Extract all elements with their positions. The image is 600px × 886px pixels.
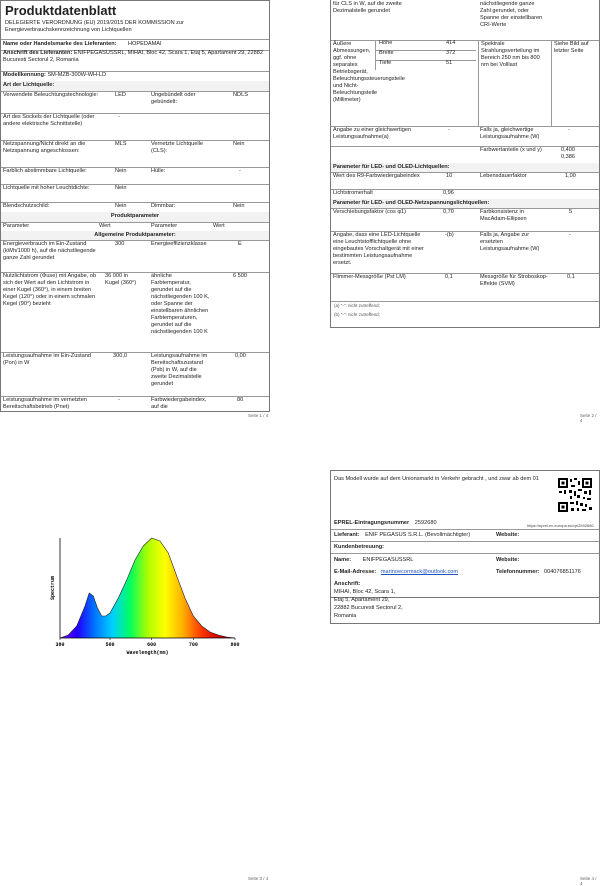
replace-label: Angabe, dass eine LED-Lichtquelle eine Leuchtstofflichtquelle ohne eingebautes Vorschaltgerät mit einer bestimmten Leistungsaufnahme ersetzt. — [333, 232, 424, 266]
param-label-1: Nutzlichtstrom (Φuse) mit Angabe, ob sich der Wert auf den Lichtstrom in einer Kugel (360°), in einem breiten Kegel (120°) oder in einem schmalen Kegel (90°) bezieht — [3, 273, 97, 307]
x-tick-label: 500 — [105, 642, 115, 648]
dim-name: Breite — [379, 50, 394, 56]
equiv-power-value: - — [568, 127, 570, 133]
cls-label: für CLS in W, auf die zweite Dezimalstelle gerundet — [333, 1, 402, 14]
page-number: Seite 2 / 4 — [580, 413, 597, 423]
page-1 — [0, 0, 270, 420]
param-label-2: Farbwiedergabeindex, auf die — [151, 397, 207, 410]
type-row — [1, 113, 269, 141]
type-row — [1, 167, 269, 185]
cos-label: Verschiebungsfaktor (cos φ1) — [333, 209, 406, 215]
address-label: Anschrift: — [334, 581, 361, 587]
brand-label: Name oder Handelsmarke des Lieferanten: — [3, 41, 117, 47]
param-row — [1, 396, 269, 412]
name-label: Name: — [334, 557, 352, 563]
page-number: Seite 1 / 4 — [248, 413, 269, 418]
type-label-1: Verwendete Beleuchtungstechnologie: — [3, 92, 99, 98]
type-label-1: Lichtquelle mit hoher Leuchtdichte: — [3, 185, 90, 191]
page-number: Seite 3 / 4 — [248, 876, 269, 881]
x-tick-label: 700 — [188, 642, 198, 648]
spectral-label: Spektrale Strahlungsverteilung im Bereich 250 nm bis 800 nm bei Volllast — [478, 40, 550, 126]
equiv-value: - — [448, 127, 450, 133]
type-label-2: Hülle: — [151, 168, 166, 174]
page-number: Seite 4 / 4 — [580, 876, 597, 886]
type-value-1: Nein — [115, 168, 127, 174]
r9-label: Wert des R9-Farbwiedergabeindex — [333, 173, 420, 179]
equiv-label: Angabe zu einer gleichwertigen Leistungsaufnahme(a) — [333, 127, 412, 140]
page-2 — [330, 0, 600, 423]
flicker-value: 0,1 — [445, 274, 453, 280]
x-tick-label: 600 — [147, 642, 157, 648]
page-title: Produktdatenblatt — [5, 3, 117, 18]
supplier-label: Lieferant: — [334, 532, 360, 538]
qr-code-icon[interactable] — [557, 477, 593, 513]
type-label-2: Ungebündelt oder gebündelt: — [151, 92, 196, 105]
param-label-2: ähnliche Farbtemperatur, gerundet auf die nächstliegenden 100 K, oder Spanne der einstellbaren ähnlichen Farbtemperaturen, gerundet auf die nächstliegenden 100 K — [151, 273, 210, 335]
y-axis-label: Spectrum — [50, 575, 56, 601]
type-label-2: Dimmbar: — [151, 203, 176, 209]
equiv-row — [331, 126, 599, 147]
cls-row — [331, 0, 599, 41]
col-param-2: Parameter — [151, 223, 178, 229]
r9-row — [331, 172, 599, 190]
address-value: ENIFPEGASUSSRL, MIHAI, Bloc 42, Scara 1, Etaj 5, Apartament 29, 22882 Bucuresti Sectorul 2, Romania — [3, 50, 263, 63]
dim-name: Höhe — [379, 40, 393, 46]
type-row — [1, 91, 269, 114]
model-label: Modellkennung: — [3, 72, 46, 78]
email-link[interactable]: marinoecormack@outlook.com — [380, 569, 459, 575]
param-row — [1, 352, 269, 397]
name-value: ENIFPEGASUSSRL — [362, 557, 414, 563]
replaced-power-value: - — [569, 232, 571, 238]
email-label: E-Mail-Adresse: — [334, 569, 377, 575]
equiv-power-label: Falls ja, gleichwertige Leistungsaufnahme (W) — [480, 127, 540, 140]
website2-label: Website: — [496, 557, 520, 563]
eprel-url[interactable]: https://eprel.ec.europa.eu/qr/2592680 — [527, 523, 594, 528]
website-label: Website: — [496, 532, 520, 538]
type-value-1: MLS — [115, 141, 127, 147]
spectrum-chart — [30, 530, 250, 660]
dim-value: 414 — [446, 40, 456, 46]
dim-row-depth — [376, 60, 476, 70]
param-label-1: Energieverbrauch im Ein-Zustand (kWh/1000 h), auf die nächstliegende ganze Zahl gerundet — [3, 241, 96, 261]
param-label-1: Leistungsaufnahme im vernetzten Bereitschaftsbetrieb (Pnet) — [3, 397, 87, 410]
market-intro: Das Modell wurde auf dem Unionsmarkt in Verkehr gebracht , und zwar ab dem 01 — [334, 476, 539, 482]
footnote-b: (b) "-": nicht zutreffend; — [334, 312, 380, 317]
param-label-2: Leistungsaufnahme im Bereitschaftszustand (Psb) in W, auf die zweite Dezimalstelle gerundet — [151, 353, 208, 387]
product-params-heading: Produktparameter — [110, 213, 160, 219]
type-value-1: LED — [115, 92, 126, 98]
dim-value: 372 — [446, 50, 456, 56]
dimensions-row — [331, 40, 599, 127]
spectral-value: Siehe Bild auf letzter Seite — [551, 40, 599, 126]
dim-name: Tiefe — [379, 60, 392, 66]
regulation-subtitle: DELEGIERTE VERORDNUNG (EU) 2019/2015 DER KOMMISSION zur Energieverbrauchskennzeichnung von Lichtquellen — [5, 20, 184, 33]
dimensions-label: Äußere Abmessungen, ggf. ohne separates Betriebsgerät, Beleuchtungssteuerungsteile und Nicht-Beleuchtungsteile (Millimeter) — [333, 41, 405, 103]
param-value-2: 80 — [237, 397, 244, 403]
type-value-2: NDLS — [233, 92, 248, 98]
replace-value: -(b) — [445, 232, 454, 238]
type-value-1: Nein — [115, 203, 127, 209]
type-value-1: Nein — [115, 185, 127, 191]
address-label: Anschrift des Lieferanten: — [3, 50, 73, 56]
type-label-1: Farblich abstimmbare Lichtquelle: — [3, 168, 87, 174]
type-value-2: Nein — [233, 141, 245, 147]
lifetime-label: Lebensdauerfaktor — [480, 173, 527, 179]
lifetime-value: 1,00 — [565, 173, 576, 179]
general-params-heading: Allgemeine Produktparameter: — [94, 232, 176, 238]
type-row — [1, 140, 269, 168]
type-label-1: Art des Sockels der Lichtquelle (oder andere elektrische Schnittstelle) — [3, 114, 95, 127]
flicker-row — [331, 273, 599, 302]
eprel-value: 2592680 — [414, 520, 437, 526]
page-4 — [330, 470, 600, 886]
chroma-row — [331, 146, 599, 164]
datasheet-page1-frame — [0, 0, 270, 412]
supplier-info-frame — [330, 470, 600, 598]
cos-value: 0,70 — [443, 209, 454, 215]
chroma-value: 0,400 0,386 — [561, 147, 575, 160]
param-value-2: 6 500 — [233, 273, 247, 279]
mains-section-heading: Parameter für LED- und OLED-Netzspannungslichtquellen: — [333, 200, 490, 206]
cos-row — [331, 208, 599, 232]
cri-label: nächstliegende ganze Zahl gerundet, oder Spanne der einstellbaren CRI-Werte — [480, 1, 543, 28]
replace-row — [331, 231, 599, 274]
type-label-1: Netzspannung/Nicht direkt an die Netzspannung angeschlossen: — [3, 141, 86, 154]
param-value-1: 300,0 — [113, 353, 127, 359]
address-line: MIHAI, Bloc 42, Scara 1, — [334, 589, 396, 595]
x-axis-label: Wavelength(nm) — [126, 650, 169, 656]
page-3 — [0, 470, 270, 883]
footnote-a: (a) "-": nicht zutreffend; — [334, 303, 380, 308]
type-label-1: Blendschutzschild: — [3, 203, 50, 209]
address-line: Etaj 5, Apartament 29, — [334, 597, 390, 603]
brand-value: HOPEDAMAI — [128, 41, 162, 47]
param-row — [1, 272, 269, 353]
model-value: SM-MZB-300W-WH-LD — [47, 72, 107, 78]
replaced-power-label: Falls ja, Angabe zur ersetzten Leistungsaufnahme (W) — [480, 232, 540, 252]
col-value-2: Wert — [213, 223, 225, 229]
address-frame — [330, 588, 600, 624]
x-tick-label: 380 — [55, 642, 65, 648]
stroboscopic-value: 0,1 — [567, 274, 575, 280]
type-value-1: - — [118, 114, 120, 120]
dim-value: 51 — [446, 60, 453, 66]
customer-support-label: Kundenbetreuung: — [334, 544, 385, 550]
datasheet-page2-frame — [330, 0, 600, 328]
type-value-2: - — [239, 168, 241, 174]
x-tick-label: 800 — [230, 642, 240, 648]
spectrum-area — [60, 538, 235, 638]
type-value-2: Nein — [233, 203, 245, 209]
led-section-heading: Parameter für LED- und OLED-Lichtquellen: — [333, 164, 450, 170]
type-section-heading: Art der Lichtquelle: — [3, 82, 55, 88]
r9-value: 10 — [446, 173, 453, 179]
col-param-1: Parameter — [3, 223, 30, 229]
lumen-value: 0,96 — [443, 190, 454, 196]
param-value-1: 300 — [115, 241, 125, 247]
param-label-1: Leistungsaufnahme im Ein-Zustand (Pon) in W — [3, 353, 91, 366]
col-value-1: Wert — [99, 223, 111, 229]
param-row — [1, 240, 269, 273]
param-label-2: Energieeffizienzklasse — [151, 241, 207, 247]
address-row — [1, 49, 269, 72]
address-line: Romania — [334, 613, 357, 619]
param-value-2: E — [238, 241, 242, 247]
color-consistency-value: 5 — [569, 209, 573, 215]
color-consistency-label: Farbkonsistenz in MacAdam-Ellipsen — [480, 209, 527, 222]
param-value-2: 0,00 — [235, 353, 246, 359]
lumen-label: Lichtstromerhalt — [333, 190, 373, 196]
type-label-2: Vernetzte Lichtquelle (CLS): — [151, 141, 203, 154]
phone-label: Telefonnummer: — [496, 569, 540, 575]
param-value-1: 36 000 in Kugel (360°) — [105, 273, 137, 286]
param-value-1: - — [118, 397, 120, 403]
stroboscopic-label: Messgröße für Stroboskop-Effekte (SVM) — [480, 274, 548, 287]
eprel-label: EPREL-Eintragungsnummer — [334, 520, 410, 526]
phone-value: 004076851176 — [543, 569, 581, 575]
address-line: 22882 Bucuresti Sectorul 2, — [334, 605, 403, 611]
flicker-label: Flimmer-Messgröße (Pst LM) — [333, 274, 406, 280]
supplier-value: ENIF PEGASUS S.R.L. (Bevollmächtigter) — [365, 532, 471, 538]
chroma-label: Farbwertanteile (x und y) — [480, 147, 542, 153]
type-row — [1, 184, 269, 203]
